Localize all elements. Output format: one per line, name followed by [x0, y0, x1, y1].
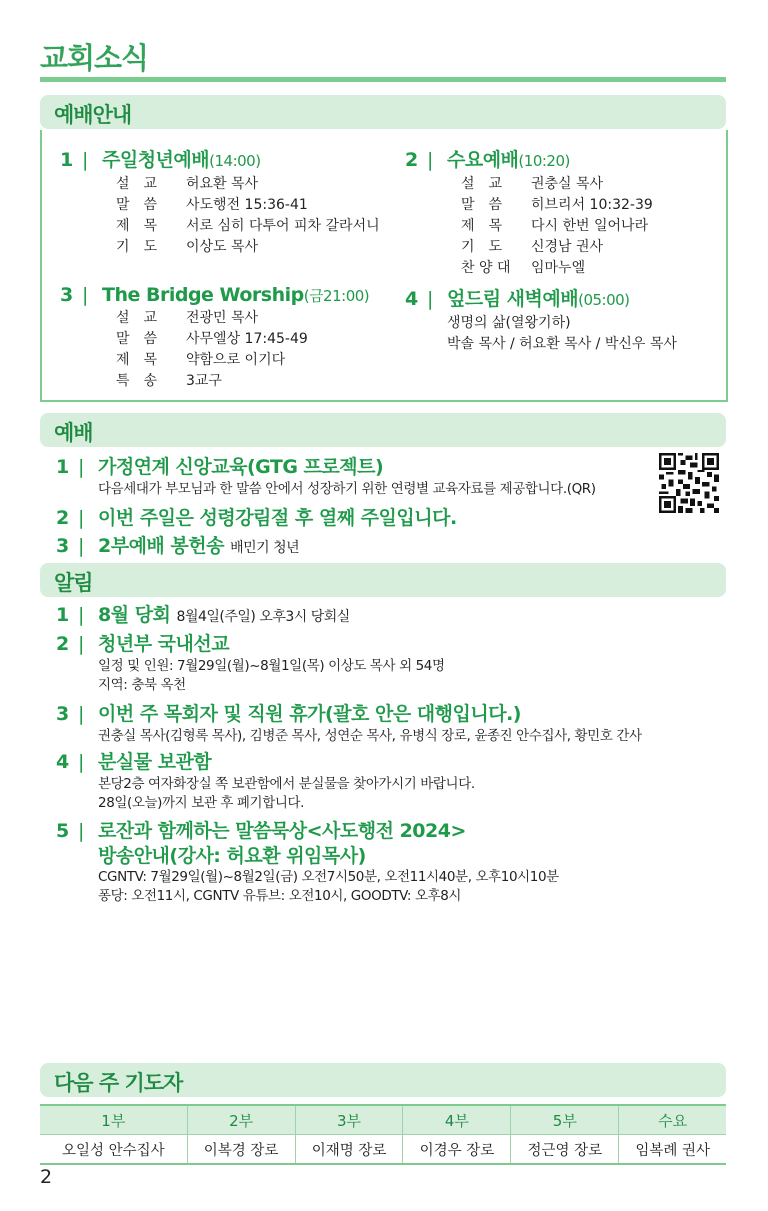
item-number: 3: [56, 703, 69, 725]
table-header: 1부: [40, 1105, 187, 1135]
item-title: 8월 당회: [98, 604, 171, 626]
table-header: 4부: [403, 1105, 511, 1135]
item-number: 1: [56, 456, 69, 478]
item-title: 이번 주일은 성령강림절 후 열째 주일입니다.: [98, 507, 457, 529]
item-desc: 28일(오늘)까지 보관 후 폐기합니다.: [98, 795, 305, 811]
row-value: 다시 한번 일어나라: [531, 218, 649, 234]
service-line: 생명의 삶(열왕기하): [447, 315, 571, 331]
page-title: 교회소식: [40, 41, 149, 75]
table-cell: 이경우 장로: [403, 1135, 511, 1165]
section-title: 다음 주 기도자: [54, 1071, 183, 1095]
section-title: 예배: [54, 421, 93, 445]
notices-header: [40, 563, 726, 597]
item-number: 3: [56, 535, 69, 557]
item-title: 이번 주 목회자 및 직원 휴가(괄호 안은 대행입니다.): [98, 703, 521, 725]
row-label: 제 목: [461, 218, 503, 234]
item-desc: 다음세대가 부모님과 한 말씀 안에서 성장하기 위한 연령별 교육자료를 제공합니다.(QR): [98, 481, 596, 497]
row-label: 찬 양 대: [461, 260, 511, 276]
worship-header: [40, 413, 726, 447]
page-number: 2: [40, 1166, 53, 1188]
service-number: 4: [405, 288, 418, 310]
table-cell: 이재명 장로: [295, 1135, 403, 1165]
item-tail: 8월4일(주일) 오후3시 당회실: [176, 609, 350, 625]
item-desc: 일정 및 인원: 7월29일(월)~8월1일(목) 이상도 목사 외 54명: [98, 658, 445, 674]
table-cell: 정근영 장로: [511, 1135, 619, 1165]
row-value: 권충실 목사: [531, 176, 604, 192]
table-header: 3부: [295, 1105, 403, 1135]
row-label: 기 도: [461, 239, 503, 255]
service-1: 1 | 주일청년예배(14:00) 설 교 허요환 목사 말 씀 사도행전 15:36-41 제 목 서로 심히 다투어 피차 갈라서니 기 도 이상도 목사: [60, 145, 380, 258]
notice-item-2: 2 | 청년부 국내선교 일정 및 인원: 7월29일(월)~8월1일(목) 이상도 목사 외 54명 지역: 충북 옥천: [56, 633, 445, 693]
item-number: 5: [56, 820, 69, 842]
service-number: 3: [60, 284, 73, 306]
notice-item-5: 5 | 로잔과 함께하는 말씀묵상<사도행전 2024> 방송안내(강사: 허요환 위임목사) CGNTV: 7월29일(월)~8월2일(금) 오전7시50분, 오전11시40분, 오후10시10분 퐁당: 오전11시, CGNTV 유튜브: 오전10시, GOODTV: 오후8시: [56, 820, 559, 904]
item-desc: 권충실 목사(김형록 목사), 김병준 목사, 성연순 목사, 유병식 장로, 윤종진 안수집사, 황민호 간사: [98, 728, 642, 744]
notice-item-1: 1 | 8월 당회 8월4일(주일) 오후3시 당회실: [56, 604, 350, 626]
item-title-continued: 방송안내(강사: 허요환 위임목사): [98, 845, 366, 867]
notice-item-3: 3 | 이번 주 목회자 및 직원 휴가(괄호 안은 대행입니다.) 권충실 목사(김형록 목사), 김병준 목사, 성연순 목사, 유병식 장로, 윤종진 안수집사, 황민호 간사: [56, 703, 642, 744]
item-number: 4: [56, 751, 69, 773]
table-header-row: [40, 1105, 726, 1135]
row-value: 이상도 목사: [186, 239, 259, 255]
worship-item-3: 3 | 2부예배 봉헌송 배민기 청년: [56, 535, 300, 557]
item-title: 분실물 보관함: [98, 751, 212, 773]
row-value: 히브리서 10:32-39: [531, 197, 653, 213]
row-label: 특 송: [116, 373, 158, 389]
qr-code-icon[interactable]: [659, 453, 719, 513]
item-number: 2: [56, 507, 69, 529]
item-title: 2부예배 봉헌송: [98, 535, 224, 557]
notice-item-4: 4 | 분실물 보관함 본당2층 여자화장실 쪽 보관함에서 분실물을 찾아가시기 바랍니다. 28일(오늘)까지 보관 후 폐기합니다.: [56, 751, 475, 811]
item-desc: 지역: 충북 옥천: [98, 677, 186, 693]
item-tail: 배민기 청년: [230, 540, 300, 556]
service-number: 1: [60, 149, 73, 171]
table-header: 2부: [187, 1105, 295, 1135]
item-number: 2: [56, 633, 69, 655]
section-title: 예배안내: [54, 103, 132, 127]
section-title: 알림: [54, 571, 93, 595]
row-value: 약함으로 이기다: [186, 352, 286, 368]
worship-info-header: [40, 95, 726, 129]
service-4: 4 | 엎드림 새벽예배(05:00) 생명의 삶(열왕기하) 박솔 목사 / 허요환 목사 / 박신우 목사: [405, 284, 677, 355]
row-label: 말 씀: [116, 197, 158, 213]
item-desc: CGNTV: 7월29일(월)~8월2일(금) 오전7시50분, 오전11시40분, 오후10시10분: [98, 869, 559, 885]
row-value: 전광민 목사: [186, 310, 259, 326]
row-label: 말 씀: [461, 197, 503, 213]
row-label: 말 씀: [116, 331, 158, 347]
title-divider: [40, 77, 726, 82]
row-value: 사무엘상 17:45-49: [186, 331, 308, 347]
row-value: 서로 심히 다투어 피차 갈라서니: [186, 218, 380, 234]
table-header: 수요: [619, 1105, 726, 1135]
service-time: (05:00): [578, 291, 630, 309]
service-2: 2 | 수요예배(10:20) 설 교 권충실 목사 말 씀 히브리서 10:32-39 제 목 다시 한번 일어나라 기 도 신경남 권사 찬 양 대 임마누엘: [405, 145, 653, 279]
service-line: 박솔 목사 / 허요환 목사 / 박신우 목사: [447, 336, 677, 352]
item-desc: 퐁당: 오전11시, CGNTV 유튜브: 오전10시, GOODTV: 오후8시: [98, 888, 462, 904]
prayer-header: [40, 1063, 726, 1097]
service-title: 주일청년예배: [102, 149, 210, 171]
row-value: 허요환 목사: [186, 176, 259, 192]
service-title: 엎드림 새벽예배: [447, 288, 579, 310]
table-cell: 이복경 장로: [187, 1135, 295, 1165]
service-title: 수요예배: [447, 149, 519, 171]
row-label: 제 목: [116, 352, 158, 368]
item-number: 1: [56, 604, 69, 626]
row-label: 제 목: [116, 218, 158, 234]
item-title: 로잔과 함께하는 말씀묵상<사도행전 2024>: [98, 820, 466, 842]
service-number: 2: [405, 149, 418, 171]
service-3: 3 | The Bridge Worship(금21:00) 설 교 전광민 목사 말 씀 사무엘상 17:45-49 제 목 약함으로 이기다 특 송 3교구: [60, 284, 369, 392]
worship-item-1: 1 | 가정연계 신앙교육(GTG 프로젝트) 다음세대가 부모님과 한 말씀 안에서 성장하기 위한 연령별 교육자료를 제공합니다.(QR): [56, 456, 596, 497]
row-value: 사도행전 15:36-41: [186, 197, 308, 213]
row-label: 설 교: [116, 176, 158, 192]
service-time: (금21:00): [303, 287, 370, 305]
item-title: 가정연계 신앙교육(GTG 프로젝트): [98, 456, 384, 478]
row-label: 설 교: [461, 176, 503, 192]
worship-item-2: 2 | 이번 주일은 성령강림절 후 열째 주일입니다.: [56, 507, 457, 529]
table-header: 5부: [511, 1105, 619, 1135]
row-value: 3교구: [186, 373, 222, 389]
service-time: (14:00): [209, 152, 261, 170]
row-label: 설 교: [116, 310, 158, 326]
row-value: 임마누엘: [531, 260, 586, 276]
row-label: 기 도: [116, 239, 158, 255]
row-value: 신경남 권사: [531, 239, 604, 255]
table-row: [40, 1135, 726, 1165]
item-title: 청년부 국내선교: [98, 633, 230, 655]
table-cell: 임복례 권사: [619, 1135, 726, 1165]
prayer-table: [40, 1104, 726, 1165]
service-time: (10:20): [518, 152, 570, 170]
table-cell: 오일성 안수집사: [40, 1135, 187, 1165]
service-title: The Bridge Worship: [102, 284, 304, 306]
item-desc: 본당2층 여자화장실 쪽 보관함에서 분실물을 찾아가시기 바랍니다.: [98, 776, 475, 792]
